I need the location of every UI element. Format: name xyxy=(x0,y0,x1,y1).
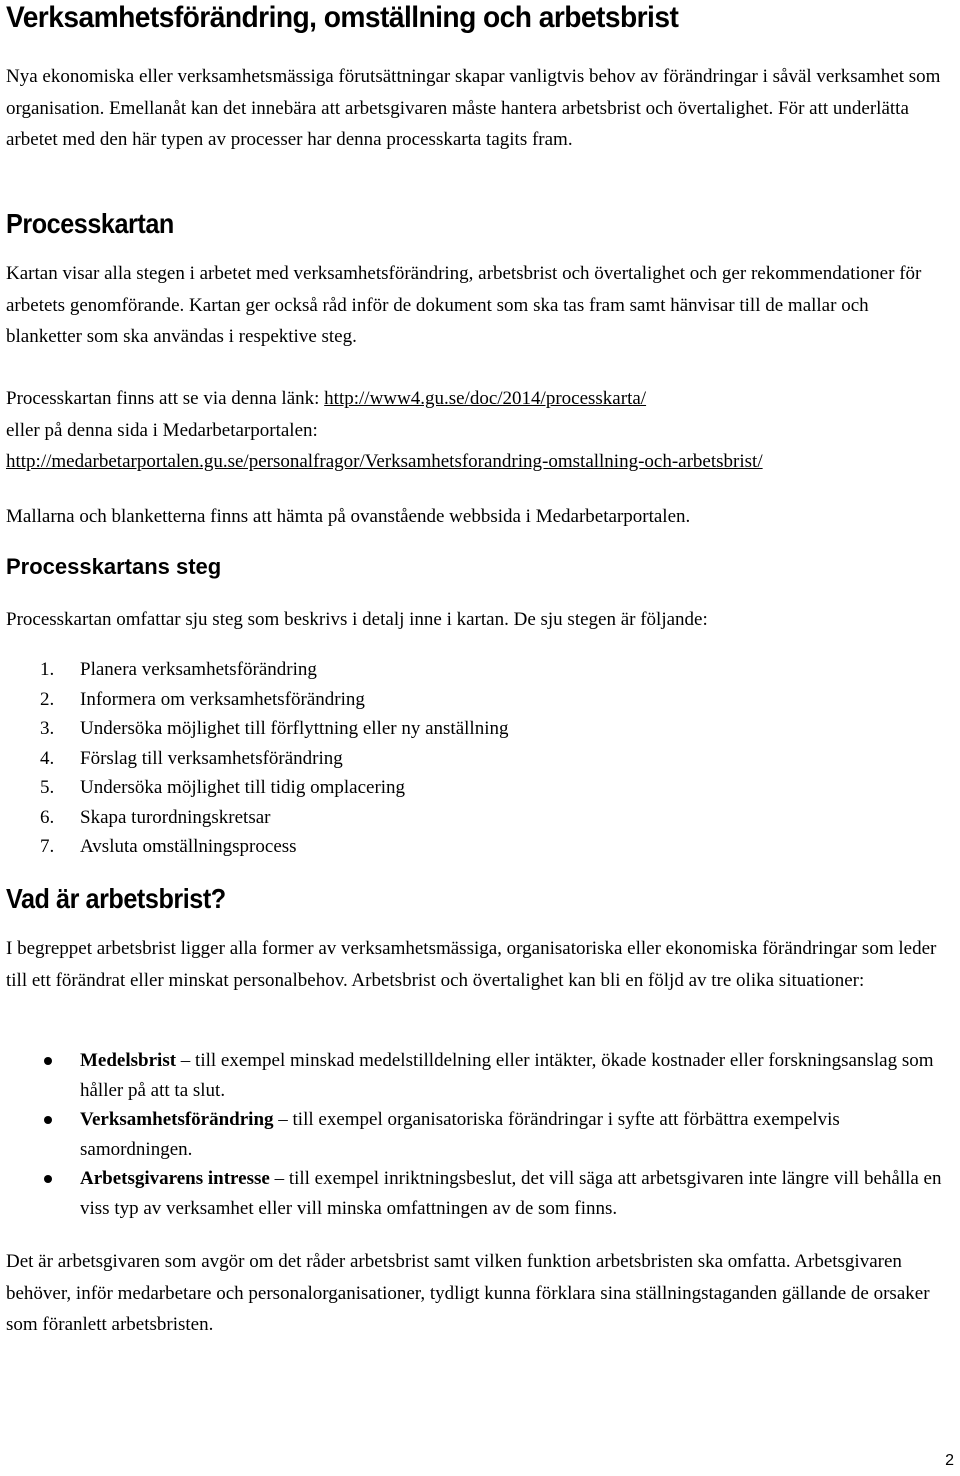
step-item: 2. Informera om verksamhetsförändring xyxy=(40,688,365,710)
processkartan-paragraph: Kartan visar alla stegen i arbetet med verksamhetsförändring, arbetsbrist och övertalighet och ger rekommendationer för arbetets genomförande. Kartan ger också råd inför de dokument som ska tas fram samt hänvisar till de mallar och blanketter som ska användas i respektive steg. xyxy=(6,263,922,347)
bullet-icon xyxy=(44,1175,52,1183)
step-item: 6. Skapa turordningskretsar xyxy=(40,806,271,828)
arbetsbrist-intro-paragraph: I begreppet arbetsbrist ligger alla former av verksamhetsmässiga, organisatoriska eller ekonomiska förändringar som leder till ett förändrat eller minskat personalbehov. Arbetsbrist och övertalighet kan bli en följd av tre olika situationer: xyxy=(6,938,937,991)
intro-paragraph: Nya ekonomiska eller verksamhetsmässiga förutsättningar skapar vanligtvis behov av förändringar i såväl verksamhet som organisation. Emellanåt kan det innebära att arbetsgivaren måste hantera arbetsbrist och övertalighet. För att underlätta arbetet med den här typen av processer har denna processkarta tagits fram. xyxy=(6,66,941,150)
link-paragraph xyxy=(6,383,946,478)
processkarta-link[interactable]: http://www4.gu.se/doc/2014/processkarta/ xyxy=(324,388,647,409)
bullet-item: Arbetsgivarens intresse – till exempel inriktningsbeslut, det vill säga att arbetsgivaren inte längre vill behålla en viss typ av verksamhet eller vill minska omfattningen av de som finns. xyxy=(6,1164,946,1223)
step-item: 3. Undersöka möjlighet till förflyttning eller ny anställning xyxy=(40,718,509,739)
page-title: Verksamhetsförändring, omställning och arbetsbrist xyxy=(6,1,679,34)
portal-intro-text: eller på denna sida i Medarbetarportalen: xyxy=(6,419,318,441)
closing-paragraph: Det är arbetsgivaren som avgör om det råder arbetsbrist samt vilken funktion arbetsbristen ska omfatta. Arbetsgivaren behöver, inför medarbetare och personalorganisationer, tydligt kunna förklara sina ställningstaganden gällande de orsaker som föranlett arbetsbristen. xyxy=(6,1251,930,1335)
templates-paragraph: Mallarna och blanketterna finns att hämta på ovanstående webbsida i Medarbetarportalen. xyxy=(6,506,691,527)
heading-processkartans-steg: Processkartans steg xyxy=(6,554,222,579)
medarbetarportalen-link[interactable]: http://medarbetarportalen.gu.se/personalfragor/Verksamhetsforandring-omstallning-och-arbetsbrist/ xyxy=(6,451,763,472)
link-intro-text: Processkartan finns att se via denna länk: xyxy=(6,388,325,409)
heading-processkartan: Processkartan xyxy=(6,208,174,239)
step-item: 4. Förslag till verksamhetsförändring xyxy=(40,747,343,769)
page-number: 2 xyxy=(945,1452,954,1469)
bullet-item: Medelsbrist – till exempel minskad medelstilldelning eller intäkter, ökade kostnader eller forskningsanslag som håller på att ta slut. xyxy=(6,1046,946,1105)
step-item: 7. Avsluta omställningsprocess xyxy=(40,836,297,857)
bullet-item: Verksamhetsförändring – till exempel organisatoriska förändringar i syfte att förbättra exempelvis samordningen. xyxy=(6,1105,946,1164)
step-item: 5. Undersöka möjlighet till tidig omplacering xyxy=(40,777,406,798)
steps-list xyxy=(6,655,508,862)
situations-list xyxy=(6,1046,946,1223)
bullet-icon xyxy=(44,1057,52,1065)
heading-vad-ar-arbetsbrist: Vad är arbetsbrist? xyxy=(6,883,226,914)
bullet-icon xyxy=(44,1116,52,1124)
step-item: 1. Planera verksamhetsförändring xyxy=(40,659,317,680)
steg-intro-paragraph: Processkartan omfattar sju steg som beskrivs i detalj inne i kartan. De sju stegen är följande: xyxy=(6,609,708,630)
